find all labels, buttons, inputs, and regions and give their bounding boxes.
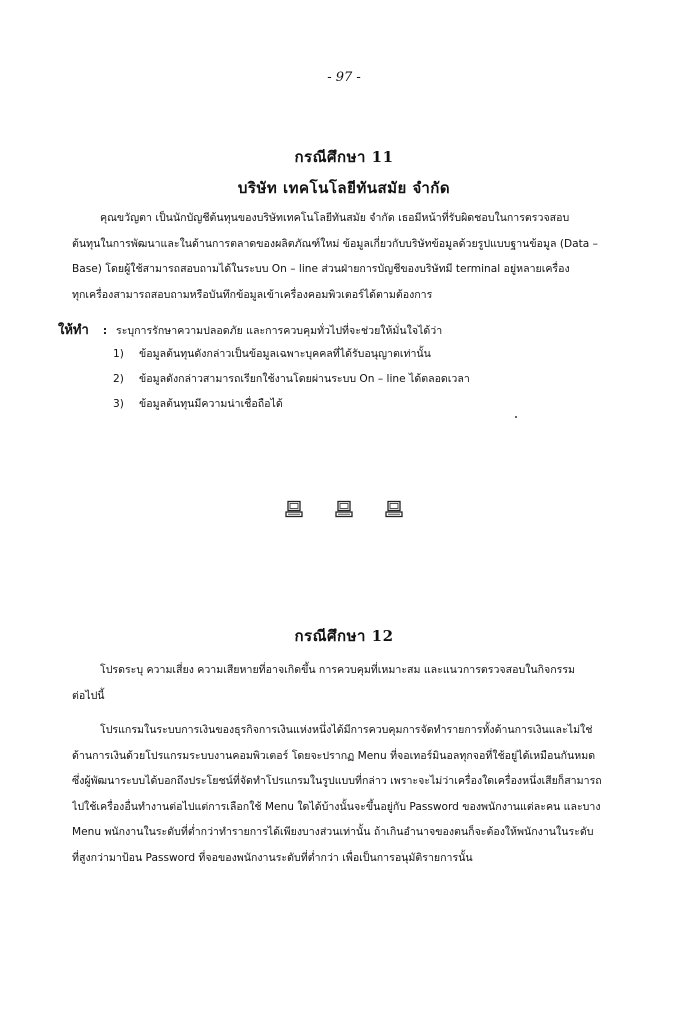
case-12-paragraph bbox=[72, 718, 624, 871]
computer-icon bbox=[285, 500, 303, 518]
item-number: 1) bbox=[113, 348, 124, 360]
task-colon: : bbox=[102, 325, 108, 337]
task-list bbox=[58, 342, 638, 417]
computer-icon bbox=[385, 500, 403, 518]
task-label: ให้ทำ bbox=[58, 323, 89, 338]
case-11-title: กรณีศึกษา 11 bbox=[294, 148, 394, 166]
list-item bbox=[58, 392, 638, 417]
section-separator bbox=[0, 500, 688, 518]
paragraph-line: ต่อไปนี้ bbox=[72, 689, 105, 702]
paragraph-line: ที่สูงกว่ามาป้อน Password ที่จอของพนักงานระดับที่ต่ำกว่า เพื่อเป็นการอนุมัติรายการนั้น bbox=[72, 851, 473, 864]
paragraph-line: โปรแกรมในระบบการเงินของธุรกิจการเงินแห่งหนึ่งได้มีการควบคุมการจัดทำรายการทั้งด้านการเงินและไม่ใช่ bbox=[100, 724, 593, 736]
paragraph-line: ทุกเครื่องสามารถสอบถามหรือบันทึกข้อมูลเข้าเครื่องคอมพิวเตอร์ได้ตามต้องการ bbox=[72, 288, 433, 301]
item-number: 3) bbox=[113, 398, 124, 410]
item-number: 2) bbox=[113, 373, 124, 385]
paragraph-line: Base) โดยผู้ใช้สามารถสอบถามได้ในระบบ On – line ส่วนฝ่ายการบัญชีของบริษัทมี terminal อยู่หลายเครื่อง bbox=[72, 263, 570, 275]
case-11-company: บริษัท เทคโนโลยีทันสมัย จำกัด bbox=[237, 179, 451, 197]
case-12-title: กรณีศึกษา 12 bbox=[294, 627, 394, 645]
paragraph-line: โปรดระบุ ความเสี่ยง ความเสียหายที่อาจเกิดขึ้น การควบคุมที่เหมาะสม และแนวการตรวจสอบในกิจกรรม bbox=[100, 664, 576, 676]
case-12-intro bbox=[72, 658, 624, 709]
item-text: ข้อมูลต้นทุนดังกล่าวเป็นข้อมูลเฉพาะบุคคลที่ได้รับอนุญาตเท่านั้น bbox=[139, 348, 431, 360]
stray-mark bbox=[515, 416, 517, 418]
computer-icon bbox=[335, 500, 353, 518]
list-item bbox=[58, 342, 638, 367]
task-text: ระบุการรักษาความปลอดภัย และการควบคุมทั่วไปที่จะช่วยให้มั่นใจได้ว่า bbox=[116, 325, 443, 337]
item-text: ข้อมูลดังกล่าวสามารถเรียกใช้งานโดยผ่านระบบ On – line ได้ตลอดเวลา bbox=[139, 373, 470, 385]
paragraph-line: ต้นทุนในการพัฒนาและในด้านการตลาดของผลิตภัณฑ์ใหม่ ข้อมูลเกี่ยวกับบริษัทข้อมูลด้วยรูปแบบฐานข้อมูล (Data – bbox=[72, 237, 598, 250]
paragraph-line: ไปใช้เครื่องอื่นทำงานต่อไปแต่การเลือกใช้ Menu ใดได้บ้างนั้นจะขึ้นอยู่กับ Password ของพนักงานแต่ละคน และบาง bbox=[72, 800, 601, 813]
page-number: - 97 - bbox=[327, 70, 361, 85]
case-11-task bbox=[58, 320, 638, 417]
paragraph-line: ซึ่งผู้พัฒนาระบบได้บอกถึงประโยชน์ที่จัดทำโปรแกรมในรูปแบบที่กล่าว เพราะจะไม่ว่าเครื่องใดเครื่องหนึ่งเสียก็สามารถ bbox=[72, 775, 602, 787]
item-text: ข้อมูลต้นทุนมีความน่าเชื่อถือได้ bbox=[139, 398, 283, 410]
paragraph-line: คุณขวัญตา เป็นนักบัญชีต้นทุนของบริษัทเทคโนโลยีทันสมัย จำกัด เธอมีหน้าที่รับผิดชอบในการตรวจสอบ bbox=[100, 212, 570, 224]
paragraph-line: ด้านการเงินด้วยโปรแกรมระบบงานคอมพิวเตอร์ โดยจะปรากฏ Menu ที่จอเทอร์มินอลทุกจอที่ใช้อยู่ได้เหมือนกันหมด bbox=[72, 749, 596, 762]
paragraph-line: Menu พนักงานในระดับที่ต่ำกว่าทำรายการได้เพียงบางส่วนเท่านั้น ถ้าเกินอำนาจของตนก็จะต้องให้พนักงานในระดับ bbox=[72, 826, 594, 838]
list-item bbox=[58, 367, 638, 392]
case-11-paragraph bbox=[72, 206, 624, 308]
